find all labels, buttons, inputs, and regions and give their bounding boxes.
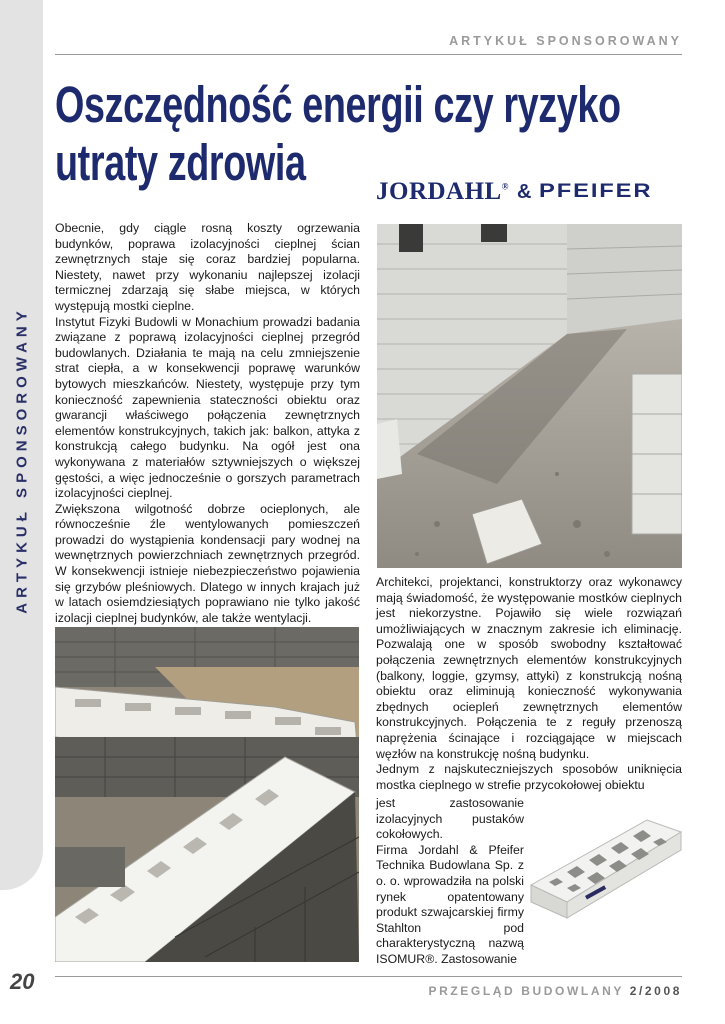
left-column — [55, 221, 360, 626]
paragraph: Zwiększona wilgotność dobrze ocieplonych, ale równocześnie źle wentylowanych pomieszczeń prowadzi do wystąpienia kondensacji pary wodnej na wewnętrznych powierzchniach zewnętrznych przegród. W konsekwencji istnieje niebezpieczeństwo pojawienia się grzybów pleśniowych. Dlatego w innych krajach już w latach osiemdziesiątych poprawiano nie tylko jakość izolacji cieplnej budynków, ale także wentylacji. — [55, 501, 360, 625]
paragraph: jest zastosowanie izolacyjnych pustaków cokołowych. — [376, 796, 524, 842]
paragraph: Firma Jordahl & Pfeifer Technika Budowlana Sp. z o. o. wprowadziła na polski rynek opatentowany produkt szwajcarskiej firmy Stahlton pod charakterystyczną nazwą ISOMUR®. Zastosowanie — [376, 842, 524, 966]
sponsor-logo — [376, 176, 653, 208]
plinth-blocks-illustration — [55, 627, 359, 962]
logo-registered-mark: ® — [501, 181, 509, 192]
isomur-block-photo — [527, 810, 683, 922]
title-line-1: Oszczędność energii czy ryzyko — [55, 76, 621, 133]
plinth-blocks-photo — [55, 627, 359, 962]
construction-site-illustration — [377, 224, 682, 568]
logo-pfeifer: PFEIFER — [539, 181, 653, 202]
footer-magazine-label — [429, 984, 683, 998]
logo-ampersand: & — [516, 180, 532, 203]
article-title — [55, 76, 621, 192]
right-narrow-column — [376, 796, 524, 968]
side-section-label: ARTYKUŁ SPONSOROWANY — [13, 306, 31, 614]
title-line-2: utraty zdrowia — [55, 134, 306, 191]
paragraph: Obecnie, gdy ciągle rosną koszty ogrzewania budynków, poprawa izolacyjności cieplnej ścian zewnętrznych staje się coraz bardziej popularna. Niestety, nawet przy wykonaniu najlepszej izolacji termicznej zdarzają się słabe miejsca, w których występują mostki cieplne. — [55, 221, 360, 313]
isomur-block-illustration — [527, 810, 683, 922]
issue-number: 2/2008 — [629, 984, 682, 998]
right-column — [376, 575, 682, 793]
paragraph: Architekci, projektanci, konstruktorzy oraz wykonawcy mają świadomość, że występowanie mostków cieplnych jest niekorzystne. Pojawiło się wiele rozwiązań umożliwiających w znacznym zakresie ich eliminację. Pozwalają one w sposób swobodny kształtować połączenia zewnętrznych elementów konstrukcyjnych (balkony, loggie, gzymsy, attyki) z konstrukcją nośną obiektu oraz eliminują konieczność wykonywania zbędnych ociepleń zewnętrznych elementów konstrukcyjnych. Połączenia te z reguły przenoszą naprężenia ścinające i rozciągające w miejscach węzłów na konstrukcję nośną budynku. — [376, 575, 682, 761]
logo-jordahl — [376, 178, 509, 206]
logo-jordahl-text: JORDAHL — [376, 178, 502, 205]
page-number: 20 — [10, 969, 35, 994]
paragraph: Instytut Fizyki Budowli w Monachium prowadzi badania związane z poprawą izolacyjności cieplnej przegród budowlanych. Działania te mają na celu zmniejszenie strat ciepła, a w konsekwencji poprawę warunków bytowych mieszkańców. Niestety, występuje przy tym konieczność zapewnienia stateczności obiektu oraz gwarancji właściwego połączenia zewnętrznych elementów konstrukcyjnych, takich jak: balkon, attyka z konstrukcją całego budynku. Na ogół jest ona wykonywana z materiałów sztywniejszych o większej gęstości, a więc jednocześnie o gorszych parametrach izolacyjności cieplnej. — [55, 314, 360, 501]
section-label: ARTYKUŁ SPONSOROWANY — [449, 34, 682, 48]
header-rule — [55, 54, 682, 55]
magazine-name: PRZEGLĄD BUDOWLANY — [428, 984, 624, 998]
footer-rule — [55, 976, 682, 977]
paragraph: Jednym z najskuteczniejszych sposobów uniknięcia mostka cieplnego w strefie przycokołowej obiektu — [376, 762, 682, 792]
construction-site-photo — [377, 224, 682, 568]
